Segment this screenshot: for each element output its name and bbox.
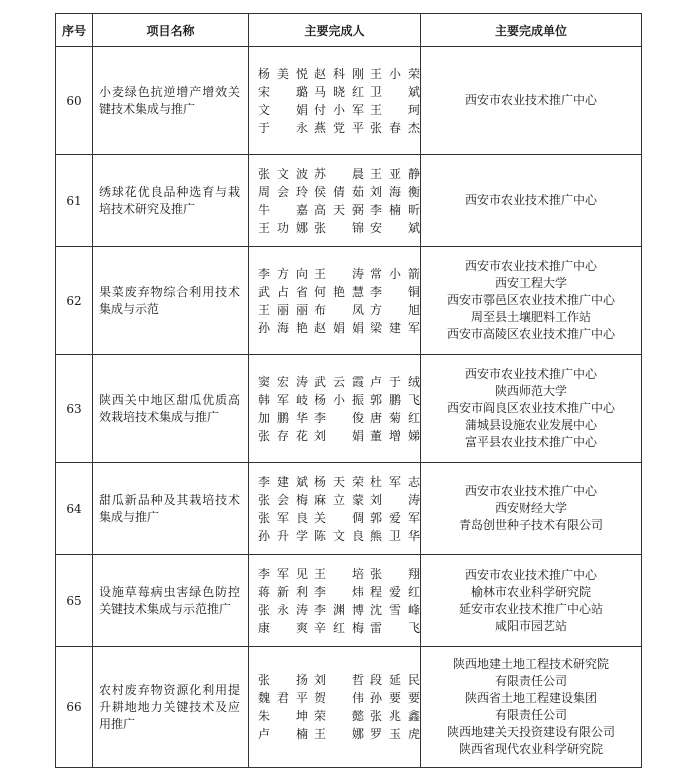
person-name: 王 娜 (314, 727, 364, 741)
person-name: 杨美悦 (258, 66, 308, 81)
person-name: 卢 楠 (258, 727, 308, 741)
person-name: 杜军志 (370, 474, 420, 489)
row-number: 65 (56, 555, 93, 647)
people-line (258, 473, 420, 491)
person-name: 关 倜 (314, 510, 364, 525)
unit-name: 蒲城县设施农业发展中心 (464, 418, 597, 432)
person-name: 加鹏华 (258, 410, 308, 425)
unit-name: 西安市农业技术推广中心 (464, 93, 597, 107)
people-cell (249, 647, 421, 768)
project-name: 甜瓜新品种及其栽培技术集成与推广 (93, 463, 249, 555)
people-line (258, 219, 420, 237)
person-name: 王小荣 (370, 66, 420, 81)
person-name: 宋 璐 (258, 84, 308, 99)
unit-name: 榆林市农业科学研究院 (470, 584, 591, 599)
person-name: 唐菊红 (370, 410, 420, 425)
people-line (258, 373, 420, 391)
project-name: 果菜废弃物综合利用技术集成与示范 (93, 247, 249, 355)
person-name: 武云霞 (314, 374, 364, 389)
people-line (258, 65, 420, 83)
unit-name: 陕西师范大学 (494, 384, 567, 398)
project-name: 小麦绿色抗逆增产增效关键技术集成与推广 (93, 47, 249, 155)
person-name: 李 俊 (314, 410, 364, 425)
person-name: 王 培 (314, 566, 364, 581)
person-name: 周会玲 (258, 184, 308, 199)
unit-name: 周至县土壤肥料工作站 (470, 310, 591, 324)
row-number: 66 (56, 647, 93, 768)
person-name: 赵娟娟 (314, 320, 364, 335)
person-name: 王丽丽 (258, 302, 308, 317)
people-line (258, 671, 420, 689)
unit-name: 延安市农业技术推广中心站 (458, 601, 603, 616)
unit-name: 西安市鄠邑区农业技术推广中心 (446, 293, 615, 307)
person-name: 张 扬 (258, 673, 308, 687)
table-row (56, 247, 642, 355)
header-units: 主要完成单位 (421, 14, 642, 47)
person-name: 卢于绒 (370, 374, 420, 389)
people-cell (249, 155, 421, 247)
person-name: 李楠昕 (370, 202, 420, 217)
people-line (258, 183, 420, 201)
person-name: 康 爽 (258, 620, 308, 635)
person-name: 王亚静 (370, 166, 420, 181)
person-name: 燕党平 (314, 120, 364, 135)
person-name: 李 炜 (314, 584, 364, 599)
person-name: 熊卫华 (370, 528, 420, 543)
unit-name: 富平县农业技术推广中心 (464, 435, 597, 449)
project-name: 陕西关中地区甜瓜优质高效栽培技术集成与推广 (93, 355, 249, 463)
table-row (56, 47, 642, 155)
people-line (258, 527, 420, 545)
people-line (258, 391, 420, 409)
person-name: 侯倩茹 (314, 184, 364, 199)
people-line (258, 301, 420, 319)
awards-table (55, 13, 642, 768)
people-line (258, 165, 420, 183)
person-name: 贺 伟 (314, 691, 364, 705)
person-name: 罗玉虎 (370, 727, 420, 741)
units-cell (421, 355, 642, 463)
person-name: 赵科刚 (314, 66, 364, 81)
person-name: 程爱红 (370, 584, 420, 599)
person-name: 魏君平 (258, 691, 308, 705)
people-line (258, 491, 420, 509)
unit-name: 西安工程大学 (494, 276, 567, 290)
header-project: 项目名称 (93, 14, 249, 47)
people-line (258, 283, 420, 301)
person-name: 苏 晨 (314, 166, 364, 181)
header-people: 主要完成人 (249, 14, 421, 47)
person-name: 孙海艳 (258, 320, 308, 335)
person-name: 孙升学 (258, 528, 308, 543)
person-name: 文 娟 (258, 102, 308, 117)
person-name: 王 珂 (370, 102, 420, 117)
people-line (258, 565, 420, 583)
person-name: 何艳慧 (314, 284, 364, 299)
table-header-row (56, 14, 642, 47)
people-line (258, 725, 420, 743)
person-name: 孙要要 (370, 691, 420, 705)
person-name: 蒋新利 (258, 584, 308, 599)
project-name: 绣球花优良品种选育与栽培技术研究及推广 (93, 155, 249, 247)
table-row (56, 463, 642, 555)
people-line (258, 509, 420, 527)
people-cell (249, 247, 421, 355)
person-name: 方 旭 (370, 302, 420, 317)
units-cell (421, 47, 642, 155)
person-name: 杨天荣 (314, 474, 364, 489)
person-name: 张会梅 (258, 492, 308, 507)
person-name: 荣 懿 (314, 709, 364, 723)
person-name: 窦宏涛 (258, 374, 308, 389)
person-name: 张永涛 (258, 602, 308, 617)
person-name: 常小箭 (370, 266, 420, 281)
row-number: 61 (56, 155, 93, 247)
person-name: 王功娜 (258, 220, 308, 235)
people-line (258, 119, 420, 137)
person-name: 辛红梅 (314, 620, 364, 635)
person-name: 高天弼 (314, 202, 364, 217)
person-name: 张兆鑫 (370, 709, 420, 723)
units-cell (421, 155, 642, 247)
unit-name: 咸阳市园艺站 (494, 618, 567, 633)
unit-name: 陕西地建土地工程技术研究院 (452, 657, 609, 671)
unit-name: 西安市阎良区农业技术推广中心 (446, 401, 615, 415)
people-line (258, 601, 420, 619)
person-name: 杨小振 (314, 392, 364, 407)
person-name: 雷 飞 (370, 620, 420, 635)
header-num: 序号 (56, 14, 93, 47)
row-number: 62 (56, 247, 93, 355)
unit-name: 西安市农业技术推广中心 (464, 567, 597, 582)
person-name: 布 凤 (314, 302, 364, 317)
person-name: 刘 娟 (314, 428, 364, 443)
person-name: 张文波 (258, 166, 308, 181)
person-name: 张军良 (258, 510, 308, 525)
units-cell (421, 247, 642, 355)
person-name: 武占省 (258, 284, 308, 299)
person-name: 张 翔 (370, 566, 420, 581)
project-name: 设施草莓病虫害绿色防控关键技术集成与示范推广 (93, 555, 249, 647)
person-name: 刘 涛 (370, 492, 420, 507)
unit-name: 有限责任公司 (494, 708, 567, 722)
person-name: 刘海衡 (370, 184, 420, 199)
person-name: 王 涛 (314, 266, 364, 281)
people-cell (249, 355, 421, 463)
unit-name: 西安市农业技术推广中心 (464, 259, 597, 273)
table-row (56, 555, 642, 647)
person-name: 段延民 (370, 673, 420, 687)
unit-name: 陕西地建关天投资建设有限公司 (446, 725, 615, 739)
person-name: 付小军 (314, 102, 364, 117)
person-name: 安 斌 (370, 220, 420, 235)
person-name: 韩军岐 (258, 392, 308, 407)
person-name: 卫 斌 (370, 84, 420, 99)
person-name: 朱 坤 (258, 709, 308, 723)
people-line (258, 619, 420, 637)
unit-name: 青岛创世种子技术有限公司 (458, 518, 603, 532)
table-row (56, 355, 642, 463)
unit-name: 西安市高陵区农业技术推广中心 (446, 327, 615, 341)
project-name: 农村废弃物资源化利用提升耕地地力关键技术及应用推广 (93, 647, 249, 768)
person-name: 马晓红 (314, 84, 364, 99)
unit-name: 陕西省现代农业科学研究院 (458, 742, 603, 756)
people-line (258, 83, 420, 101)
people-line (258, 427, 420, 445)
table-row (56, 647, 642, 768)
units-cell (421, 555, 642, 647)
unit-name: 西安市农业技术推广中心 (464, 193, 597, 207)
people-cell (249, 463, 421, 555)
person-name: 沈雪峰 (370, 602, 420, 617)
units-cell (421, 647, 642, 768)
person-name: 李军见 (258, 566, 308, 581)
person-name: 刘 哲 (314, 673, 364, 687)
person-name: 麻立蒙 (314, 492, 364, 507)
people-line (258, 707, 420, 725)
row-number: 64 (56, 463, 93, 555)
person-name: 张春杰 (370, 120, 420, 135)
units-cell (421, 463, 642, 555)
person-name: 郭爱军 (370, 510, 420, 525)
person-name: 董增娣 (370, 428, 420, 443)
people-line (258, 201, 420, 219)
person-name: 李方向 (258, 266, 308, 281)
person-name: 李建斌 (258, 474, 308, 489)
unit-name: 有限责任公司 (494, 674, 567, 688)
person-name: 陈文良 (314, 528, 364, 543)
person-name: 牛 嘉 (258, 202, 308, 217)
unit-name: 西安财经大学 (494, 501, 567, 515)
people-line (258, 689, 420, 707)
table-row (56, 155, 642, 247)
person-name: 张 锦 (314, 220, 364, 235)
person-name: 张存花 (258, 428, 308, 443)
people-line (258, 583, 420, 601)
person-name: 李 铜 (370, 284, 420, 299)
unit-name: 西安市农业技术推广中心 (464, 484, 597, 498)
people-line (258, 265, 420, 283)
row-number: 63 (56, 355, 93, 463)
person-name: 郭鹏飞 (370, 392, 420, 407)
people-line (258, 409, 420, 427)
person-name: 于 永 (258, 120, 308, 135)
people-line (258, 319, 420, 337)
unit-name: 西安市农业技术推广中心 (464, 367, 597, 381)
row-number: 60 (56, 47, 93, 155)
people-line (258, 101, 420, 119)
people-cell (249, 47, 421, 155)
people-cell (249, 555, 421, 647)
unit-name: 陕西省土地工程建设集团 (464, 691, 597, 705)
person-name: 梁建军 (370, 320, 420, 335)
person-name: 李渊博 (314, 602, 364, 617)
